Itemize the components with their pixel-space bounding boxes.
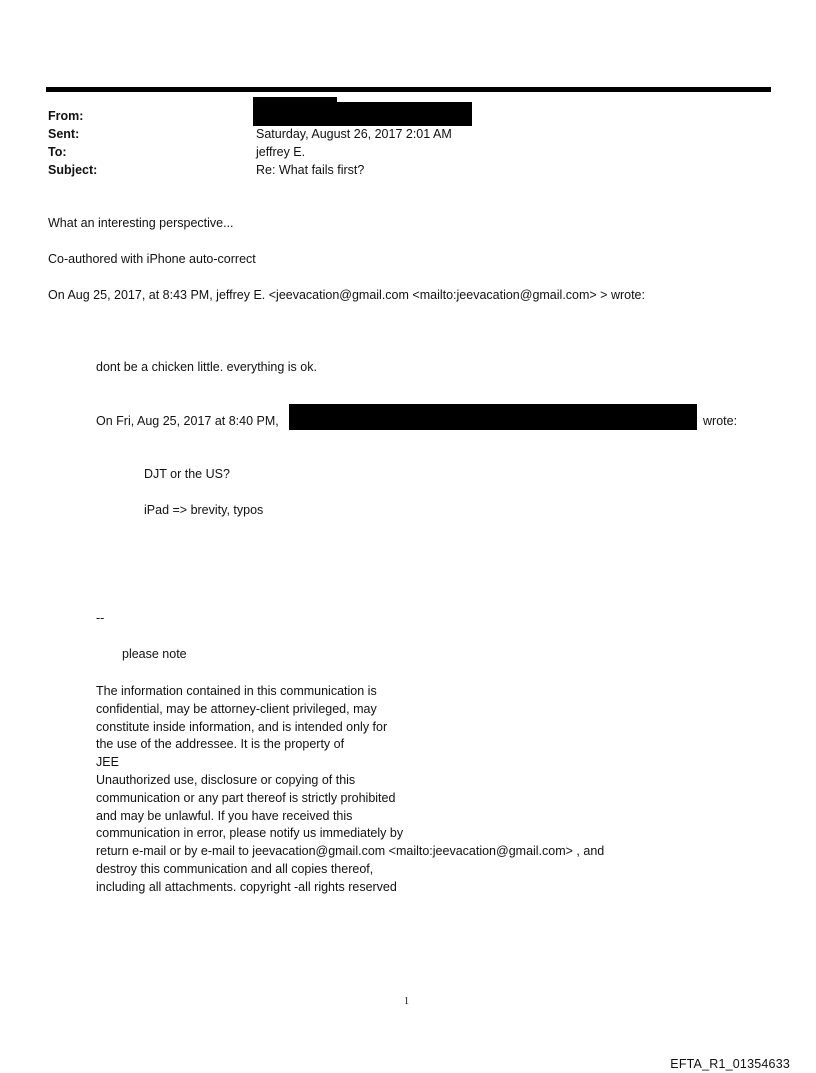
disclaimer-line: communication or any part thereof is strictly prohibited	[96, 790, 396, 805]
disclaimer-line: constitute inside information, and is intended only for	[96, 719, 388, 734]
sent-value: Saturday, August 26, 2017 2:01 AM	[256, 127, 452, 141]
disclaimer-line: destroy this communication and all copies thereof,	[96, 861, 374, 876]
body-line: What an interesting perspective...	[48, 216, 234, 230]
subject-value: Re: What fails first?	[256, 163, 365, 177]
disclaimer-block	[96, 683, 604, 897]
quote-attribution: On Aug 25, 2017, at 8:43 PM, jeffrey E. <jeevacation@gmail.com <mailto:jeevacation@gmail.com> > wrote:	[48, 288, 645, 302]
disclaimer-line: communication in error, please notify us immediately by	[96, 826, 404, 841]
bates-number: EFTA_R1_01354633	[670, 1057, 790, 1071]
disclaimer-line: confidential, may be attorney-client privileged, may	[96, 701, 377, 716]
from-label: From:	[48, 109, 84, 123]
disclaimer-line: the use of the addressee. It is the property of	[96, 737, 345, 752]
disclaimer-line: return e-mail or by e-mail to jeevacation@gmail.com <mailto:jeevacation@gmail.com> , and	[96, 844, 605, 859]
body-line: Co-authored with iPhone auto-correct	[48, 252, 256, 266]
quoted-line: dont be a chicken little. everything is ok.	[96, 360, 317, 374]
sent-label: Sent:	[48, 127, 80, 141]
disclaimer-line: The information contained in this communication is	[96, 684, 377, 698]
nested-quoted-line: iPad => brevity, typos	[144, 503, 264, 517]
disclaimer-line: Unauthorized use, disclosure or copying of this	[96, 772, 356, 787]
disclaimer-line: JEE	[96, 755, 119, 770]
header-rule	[46, 87, 771, 92]
nested-attribution-prefix: On Fri, Aug 25, 2017 at 8:40 PM,	[96, 414, 279, 428]
sender-redaction	[289, 404, 697, 430]
please-note-line: please note	[122, 647, 187, 661]
disclaimer-line: including all attachments. copyright -all rights reserved	[96, 879, 397, 894]
nested-attribution-suffix: wrote:	[703, 414, 738, 428]
signature-separator: --	[96, 611, 105, 625]
subject-label: Subject:	[48, 163, 98, 177]
page-number: 1	[404, 996, 409, 1007]
disclaimer-line: and may be unlawful. If you have received this	[96, 808, 353, 823]
to-value: jeffrey E.	[256, 145, 306, 159]
nested-quoted-line: DJT or the US?	[144, 467, 230, 481]
from-redaction	[253, 102, 472, 126]
to-label: To:	[48, 145, 67, 159]
